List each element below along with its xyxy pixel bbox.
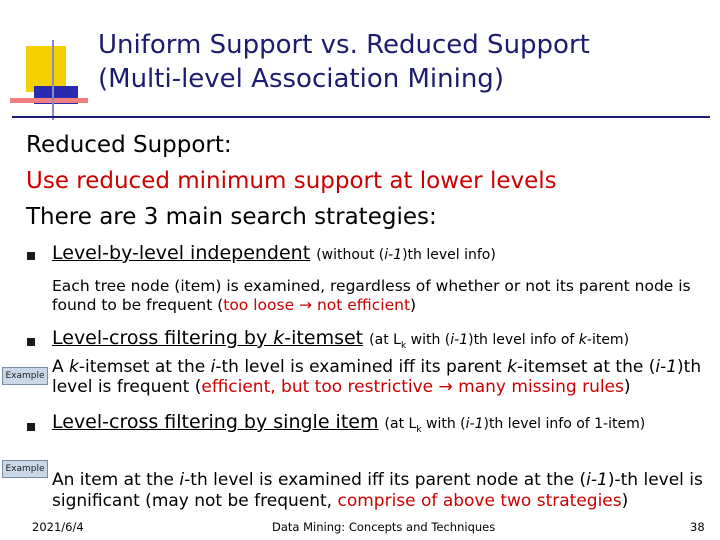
title-line-2: (Multi-level Association Mining) <box>98 64 504 94</box>
strategy-2-note: (at $L_k$ with (i-1)th level info of k-item) <box>369 332 630 351</box>
strategy-3-description: An item at the i-th level is examined iff its parent node at the (i-1)-th level is significant (may not be frequent, comprise of above two strategies) <box>52 470 703 511</box>
title-divider <box>12 116 710 118</box>
strategy-1-name: Level-by-level independent <box>52 242 311 264</box>
example-button[interactable]: Example <box>2 460 48 478</box>
strategy-2-heading <box>52 327 629 351</box>
footer-date: 2021/6/4 <box>32 520 84 534</box>
bullet-square-icon <box>27 252 35 260</box>
strategy-2-name: Level-cross filtering by k-itemset <box>52 327 364 349</box>
strategy-1-heading <box>52 242 496 264</box>
bullet-square-icon <box>27 338 35 346</box>
footer-page-number: 38 <box>690 520 705 534</box>
example-button[interactable]: Example <box>2 367 48 385</box>
title-line-1: Uniform Support vs. Reduced Support <box>98 30 590 60</box>
footer-title: Data Mining: Concepts and Techniques <box>272 520 496 534</box>
corner-red-bar <box>10 98 88 103</box>
strategy-1-description: Each tree node (item) is examined, regardless of whether or not its parent node is found to be frequent (too loose → not efficient) <box>52 277 691 314</box>
corner-vertical-line <box>52 40 54 120</box>
heading-line-3: There are 3 main search strategies: <box>26 204 437 230</box>
slide-title <box>98 28 698 96</box>
strategy-3-heading <box>52 411 692 441</box>
strategy-1-note: (without (i-1)th level info) <box>316 247 496 263</box>
strategy-3-note: (at $L_k$ with (i-1)th level info of 1-item) <box>384 416 646 435</box>
strategy-2-description: A k-itemset at the i-th level is examined iff its parent k-itemset at the (i-1)th level is frequent (efficient, but too restrictive → many missing rules) <box>52 357 702 397</box>
heading-line-1: Reduced Support: <box>26 132 232 158</box>
heading-line-2: Use reduced minimum support at lower levels <box>26 168 557 194</box>
strategy-3-name: Level-cross filtering by single item <box>52 411 379 433</box>
bullet-square-icon <box>27 423 35 431</box>
